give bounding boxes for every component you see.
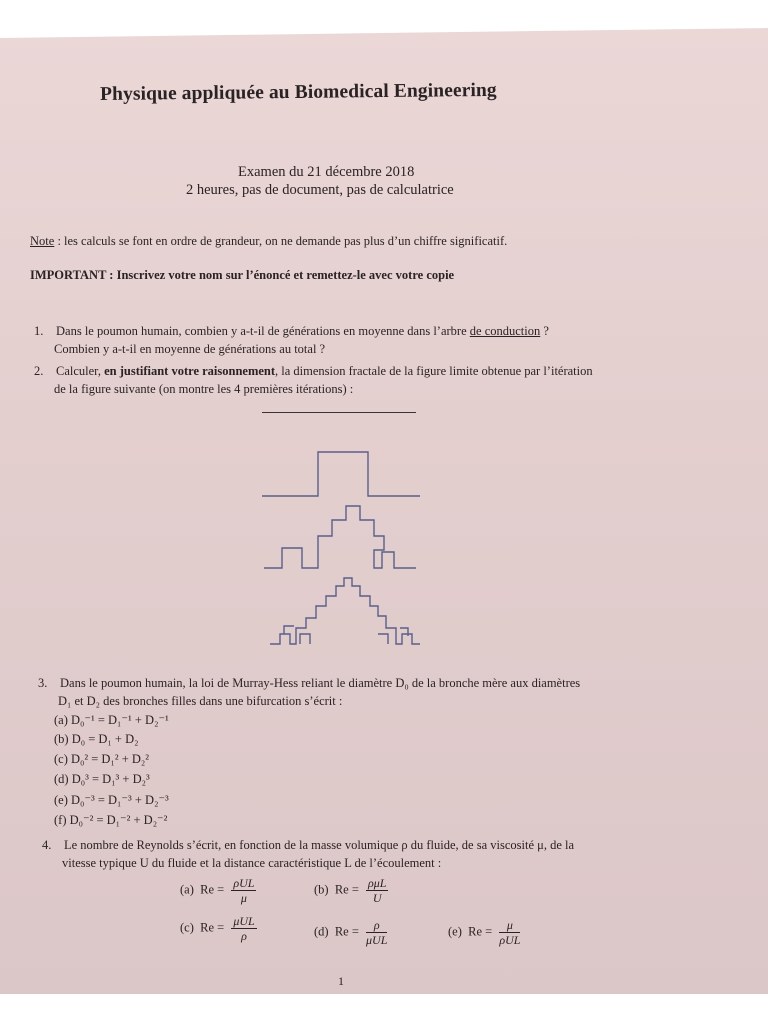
numerator: ρ: [366, 918, 387, 933]
numerator: ρμL: [368, 876, 387, 890]
denominator: ρ: [241, 929, 247, 943]
numerator: μUL: [233, 914, 255, 928]
question-number: 4.: [42, 838, 52, 852]
option-f: (f) D₀⁻² = D₁⁻² + D₂⁻²: [54, 813, 168, 827]
option-b: (b) D₀ = D₁ + D₂: [54, 732, 139, 746]
important-notice: IMPORTANT : Inscrivez votre nom sur l’énoncé et remettez-le avec votre copie: [30, 268, 455, 282]
option-label: (d): [314, 924, 329, 939]
exam-date: Examen du 21 décembre 2018: [238, 164, 415, 180]
page-number: 1: [338, 974, 344, 988]
option-label: (c): [180, 920, 194, 935]
re-symbol: Re =: [468, 924, 493, 939]
question-text: Le nombre de Reynolds s’écrit, en fonction de la masse volumique ρ du fluide, de sa viscosité μ, de la: [64, 838, 575, 852]
option-e: (e) D₀⁻³ = D₁⁻³ + D₂⁻³: [54, 793, 169, 807]
denominator: U: [372, 891, 382, 905]
numerator: μ: [499, 918, 520, 933]
fraction: [366, 876, 388, 905]
denominator: μ: [240, 891, 247, 905]
question-1: [34, 322, 549, 358]
reynolds-option-b: [314, 876, 388, 905]
re-symbol: Re =: [334, 882, 359, 897]
question-text: Calculer,: [56, 364, 105, 378]
re-symbol: Re =: [334, 924, 359, 939]
option-c: (c) D₀² = D₁² + D₂²: [54, 752, 149, 766]
question-text: Dans le poumon humain, combien y a-t-il de générations en moyenne dans l’arbre: [56, 324, 470, 338]
fractal-detail-left: [284, 626, 408, 644]
note-text: : les calculs se font en ordre de grandeur, on ne demande pas plus d’un chiffre significatif.: [54, 234, 508, 248]
note-label: Note: [30, 234, 55, 248]
option-a: (a) D₀⁻¹ = D₁⁻¹ + D₂⁻¹: [54, 713, 169, 727]
question-text: vitesse typique U du fluide et la distance caractéristique L de l’écoulement :: [62, 856, 442, 870]
background-bottom: [0, 994, 768, 1024]
fractal-iteration-3: [270, 578, 420, 644]
question-text: Combien y a-t-il en moyenne de générations au total ?: [54, 342, 326, 356]
question-number: 2.: [34, 364, 44, 378]
underlined-term: de conduction: [469, 324, 541, 338]
re-symbol: Re =: [200, 920, 225, 935]
question-text: ?: [540, 324, 549, 338]
question-4: [42, 836, 574, 872]
option-label: (e): [448, 924, 462, 939]
fractal-iteration-2: [264, 506, 416, 568]
option-label: (b): [314, 882, 329, 897]
fraction: [499, 918, 520, 947]
question-number: 3.: [38, 676, 48, 690]
denominator: μUL: [366, 933, 388, 947]
re-symbol: Re =: [200, 882, 225, 897]
reynolds-option-d: [314, 918, 387, 947]
bold-text: en justifiant votre raisonnement: [104, 364, 276, 378]
fraction: [231, 876, 256, 905]
option-label: (a): [180, 882, 194, 897]
question-text: Dans le poumon humain, la loi de Murray-Hess reliant le diamètre D₀ de la bronche mère aux diamètres: [60, 676, 581, 690]
reynolds-option-e: [448, 918, 520, 947]
denominator: ρUL: [499, 933, 521, 947]
question-2: [34, 362, 593, 398]
question-text: de la figure suivante (on montre les 4 premières itérations) :: [54, 382, 354, 396]
question-3: [38, 674, 580, 710]
question-number: 1.: [34, 324, 44, 338]
note: [30, 234, 507, 249]
numerator: ρUL: [233, 876, 255, 890]
option-d: (d) D₀³ = D₁³ + D₂³: [54, 772, 150, 786]
fractal-iterations-figure: [250, 440, 440, 655]
exam-conditions: 2 heures, pas de document, pas de calculatrice: [186, 182, 454, 198]
fractal-iteration-1: [262, 452, 420, 496]
reynolds-option-c: [180, 914, 257, 943]
answer-line: [262, 412, 416, 413]
question-text: D₁ et D₂ des bronches filles dans une bifurcation s’écrit :: [58, 694, 343, 708]
fraction: [231, 914, 256, 943]
question-text: , la dimension fractale de la figure limite obtenue par l’itération: [275, 364, 593, 378]
reynolds-option-a: [180, 876, 256, 905]
fraction: [366, 918, 387, 947]
page-title: Physique appliquée au Biomedical Engineering: [100, 79, 497, 105]
